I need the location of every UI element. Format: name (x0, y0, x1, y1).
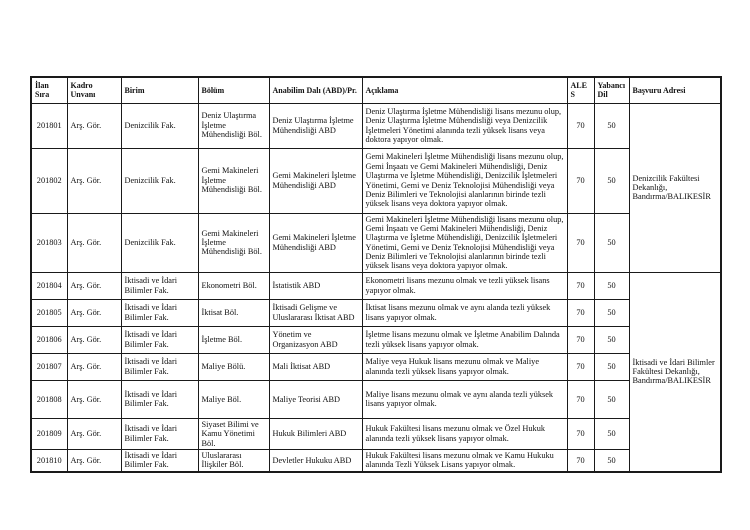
cell-ales: 70 (567, 326, 594, 353)
cell-aciklama: Gemi Makineleri İşletme Mühendisliği lisans mezunu olup, Gemi İnşaatı ve Gemi Makineleri Mühendisliği, Deniz Ulaştırma ve İşletme Mühendisliği, Denizcilik İşletmeleri Yönetimi, Gemi ve Deniz Teknolojisi Mühendisliği veya Deniz Bilimleri ve Teknolojisi alanlarının birinde tezli yüksek lisans veya doktora yapıyor olmak. (362, 148, 567, 213)
column-header-bolum: Bölüm (198, 77, 269, 103)
cell-kadro-unvani: Arş. Gör. (67, 380, 121, 418)
cell-birim: İktisadi ve İdari Bilimler Fak. (121, 326, 198, 353)
cell-bolum: Ekonometri Böl. (198, 272, 269, 299)
cell-aciklama: Deniz Ulaştırma İşletme Mühendisliği lisans mezunu olup, Deniz Ulaştırma İşletme Mühendisliği veya Denizcilik İşletmeleri Yönetimi alanında tezli yüksek lisans veya doktora yapıyor olmak. (362, 103, 567, 148)
cell-bolum: İktisat Böl. (198, 299, 269, 326)
column-header-yabanci-dil: Yabancı Dil (594, 77, 629, 103)
cell-aciklama: İşletme lisans mezunu olmak ve İşletme Anabilim Dalında tezli yüksek lisans yapıyor olmak. (362, 326, 567, 353)
cell-birim: Denizcilik Fak. (121, 213, 198, 272)
cell-aciklama: Hukuk Fakültesi lisans mezunu olmak ve Kamu Hukuku alanında Tezli Yüksek Lisans yapıyor olmak. (362, 449, 567, 471)
cell-bolum: İşletme Böl. (198, 326, 269, 353)
cell-ilan-sira: 201808 (31, 380, 67, 418)
table-row (31, 353, 721, 380)
job-postings-table (30, 76, 722, 473)
cell-ales: 70 (567, 213, 594, 272)
column-header-basvuru-adresi: Başvuru Adresi (629, 77, 721, 103)
table-row (31, 272, 721, 299)
cell-aciklama: Gemi Makineleri İşletme Mühendisliği lisans mezunu olup, Gemi İnşaatı ve Gemi Makineleri Mühendisliği, Deniz Ulaştırma ve İşletme Mühendisliği, Denizcilik İşletmeleri Yönetimi, Gemi ve Deniz Teknolojisi Mühendisliği veya Deniz Bilimleri ve Teknolojisi alanlarının birinde tezli yüksek lisans veya doktora yapıyor olmak. (362, 213, 567, 272)
cell-ales: 70 (567, 148, 594, 213)
cell-ilan-sira: 201803 (31, 213, 67, 272)
cell-kadro-unvani: Arş. Gör. (67, 449, 121, 471)
cell-anabilim: Maliye Teorisi ABD (269, 380, 362, 418)
cell-yabanci-dil: 50 (594, 380, 629, 418)
table-row (31, 326, 721, 353)
table-row (31, 299, 721, 326)
cell-kadro-unvani: Arş. Gör. (67, 353, 121, 380)
table-row (31, 148, 721, 213)
cell-bolum: Gemi Makineleri İşletme Mühendisliği Böl. (198, 148, 269, 213)
cell-bolum: Gemi Makineleri İşletme Mühendisliği Böl. (198, 213, 269, 272)
cell-ilan-sira: 201807 (31, 353, 67, 380)
cell-ilan-sira: 201802 (31, 148, 67, 213)
cell-bolum: Maliye Böl. (198, 380, 269, 418)
cell-ales: 70 (567, 353, 594, 380)
cell-aciklama: Ekonometri lisans mezunu olmak ve tezli yüksek lisans yapıyor olmak. (362, 272, 567, 299)
cell-basvuru-adresi: İktisadi ve İdari Bilimler Fakültesi Dekanlığı, Bandırma/BALIKESİR (629, 272, 721, 471)
column-header-ilan-sira: İlan Sıra (31, 77, 67, 103)
cell-ilan-sira: 201804 (31, 272, 67, 299)
cell-kadro-unvani: Arş. Gör. (67, 299, 121, 326)
cell-kadro-unvani: Arş. Gör. (67, 213, 121, 272)
cell-kadro-unvani: Arş. Gör. (67, 148, 121, 213)
cell-yabanci-dil: 50 (594, 418, 629, 449)
table-row (31, 380, 721, 418)
column-header-birim: Birim (121, 77, 198, 103)
cell-anabilim: Mali İktisat ABD (269, 353, 362, 380)
column-header-aciklama: Açıklama (362, 77, 567, 103)
cell-birim: İktisadi ve İdari Bilimler Fak. (121, 299, 198, 326)
cell-yabanci-dil: 50 (594, 148, 629, 213)
cell-anabilim: Hukuk Bilimleri ABD (269, 418, 362, 449)
cell-ales: 70 (567, 418, 594, 449)
cell-yabanci-dil: 50 (594, 299, 629, 326)
cell-ilan-sira: 201801 (31, 103, 67, 148)
cell-birim: İktisadi ve İdari Bilimler Fak. (121, 272, 198, 299)
cell-anabilim: Deniz Ulaştırma İşletme Mühendisliği ABD (269, 103, 362, 148)
cell-birim: İktisadi ve İdari Bilimler Fak. (121, 353, 198, 380)
cell-anabilim: Gemi Makineleri İşletme Mühendisliği ABD (269, 148, 362, 213)
cell-ales: 70 (567, 272, 594, 299)
cell-birim: İktisadi ve İdari Bilimler Fak. (121, 380, 198, 418)
cell-anabilim: İstatistik ABD (269, 272, 362, 299)
cell-ilan-sira: 201809 (31, 418, 67, 449)
table-body (31, 103, 721, 472)
table-row (31, 103, 721, 148)
column-header-kadro-unvani: Kadro Unvanı (67, 77, 121, 103)
cell-ilan-sira: 201805 (31, 299, 67, 326)
cell-ilan-sira: 201806 (31, 326, 67, 353)
cell-aciklama: Maliye lisans mezunu olmak ve aynı alanda tezli yüksek lisans yapıyor olmak. (362, 380, 567, 418)
cell-birim: İktisadi ve İdari Bilimler Fak. (121, 449, 198, 471)
cell-ales: 70 (567, 380, 594, 418)
cell-birim: Denizcilik Fak. (121, 148, 198, 213)
table-row (31, 449, 721, 471)
cell-aciklama: İktisat lisans mezunu olmak ve aynı alanda tezli yüksek lisans yapıyor olmak. (362, 299, 567, 326)
cell-yabanci-dil: 50 (594, 103, 629, 148)
cell-yabanci-dil: 50 (594, 449, 629, 471)
cell-aciklama: Maliye veya Hukuk lisans mezunu olmak ve Maliye alanında tezli yüksek lisans yapıyor olmak. (362, 353, 567, 380)
cell-anabilim: Gemi Makineleri İşletme Mühendisliği ABD (269, 213, 362, 272)
cell-ales: 70 (567, 299, 594, 326)
cell-kadro-unvani: Arş. Gör. (67, 272, 121, 299)
cell-bolum: Maliye Bölü. (198, 353, 269, 380)
cell-birim: Denizcilik Fak. (121, 103, 198, 148)
cell-bolum: Uluslararası İlişkiler Böl. (198, 449, 269, 471)
cell-birim: İktisadi ve İdari Bilimler Fak. (121, 418, 198, 449)
cell-bolum: Deniz Ulaştırma İşletme Mühendisliği Böl. (198, 103, 269, 148)
cell-yabanci-dil: 50 (594, 326, 629, 353)
cell-bolum: Siyaset Bilimi ve Kamu Yönetimi Böl. (198, 418, 269, 449)
cell-basvuru-adresi: Denizcilik Fakültesi Dekanlığı, Bandırma/BALIKESİR (629, 103, 721, 272)
cell-ales: 70 (567, 103, 594, 148)
cell-yabanci-dil: 50 (594, 353, 629, 380)
cell-kadro-unvani: Arş. Gör. (67, 103, 121, 148)
cell-anabilim: İktisadi Gelişme ve Uluslararası İktisat ABD (269, 299, 362, 326)
table-row (31, 418, 721, 449)
cell-yabanci-dil: 50 (594, 272, 629, 299)
column-header-anabilim: Anabilim Dalı (ABD)/Pr. (269, 77, 362, 103)
cell-kadro-unvani: Arş. Gör. (67, 418, 121, 449)
cell-aciklama: Hukuk Fakültesi lisans mezunu olmak ve Özel Hukuk alanında tezli yüksek lisans yapıyor olmak. (362, 418, 567, 449)
table-header-row (31, 77, 721, 103)
cell-ales: 70 (567, 449, 594, 471)
cell-ilan-sira: 201810 (31, 449, 67, 471)
cell-yabanci-dil: 50 (594, 213, 629, 272)
cell-anabilim: Yönetim ve Organizasyon ABD (269, 326, 362, 353)
table-row (31, 213, 721, 272)
cell-anabilim: Devletler Hukuku ABD (269, 449, 362, 471)
column-header-ales: ALES (567, 77, 594, 103)
cell-kadro-unvani: Arş. Gör. (67, 326, 121, 353)
